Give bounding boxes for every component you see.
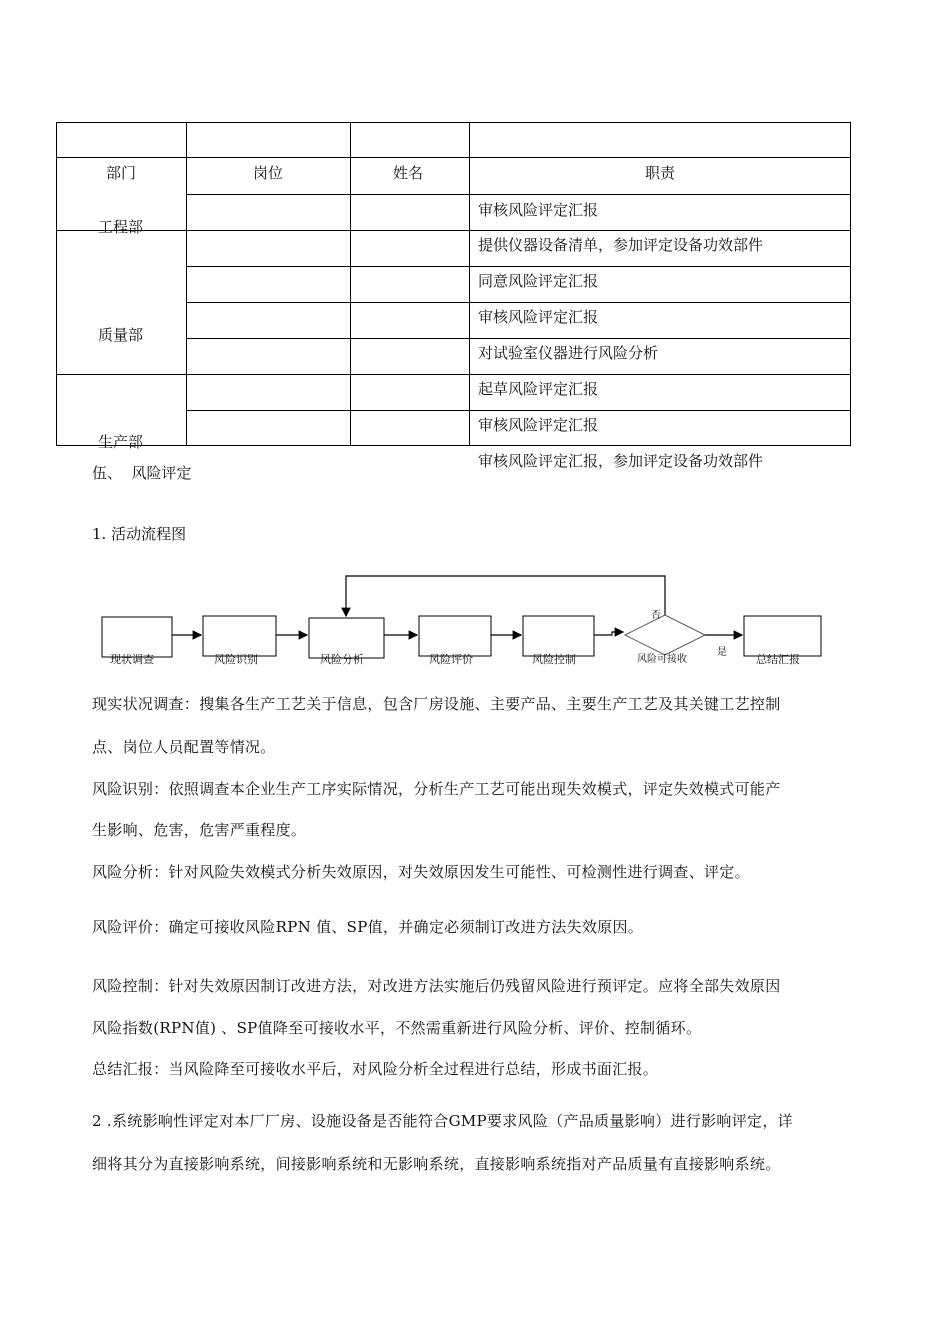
paragraph-line: 风险评价：确定可接收风险RPN 值、SP值，并确定必须制订改进方法失效原因。 (92, 918, 644, 936)
step-label: 风险识别 (214, 653, 258, 666)
table-rule (186, 194, 851, 195)
table-rule (186, 266, 851, 267)
step-label: 风险分析 (320, 653, 364, 666)
dept-quality: 质量部 (98, 326, 144, 344)
step-label: 现状调查 (110, 653, 154, 666)
paragraph-line: 风险识别：依照调查本企业生产工序实际情况，分析生产工艺可能出现失效模式，评定失效模式可能产 (92, 780, 781, 798)
table-border-left (56, 122, 57, 446)
duty-cell: 提供仪器设备清单，参加评定设备功效部件 (478, 236, 764, 254)
paragraph-line: 细将其分为直接影响系统，间接影响系统和无影响系统，直接影响系统指对产品质量有直接影响系统。 (92, 1155, 781, 1173)
table-rule (56, 374, 851, 375)
duty-cell: 审核风险评定汇报 (478, 416, 599, 434)
duty-cell: 审核风险评定汇报，参加评定设备功效部件 (478, 452, 764, 470)
step-label: 风险控制 (532, 653, 576, 666)
step-box (203, 616, 276, 656)
paragraph-line: 风险分析：针对风险失效模式分析失效原因，对失效原因发生可能性、可检测性进行调查、评定。 (92, 863, 750, 881)
duty-cell: 审核风险评定汇报 (478, 201, 599, 219)
header-name: 姓名 (393, 164, 424, 182)
paragraph-line: 生影响、危害，危害严重程度。 (92, 821, 307, 839)
table-rule (186, 338, 851, 339)
table-rule (186, 302, 851, 303)
table-rule (56, 230, 851, 231)
table-border-right (850, 122, 851, 446)
step-label: 风险评价 (429, 653, 473, 666)
end-label: 总结汇报 (756, 653, 800, 666)
duty-cell: 审核风险评定汇报 (478, 308, 599, 326)
table-rule (56, 157, 851, 158)
table-border-top (56, 122, 851, 123)
duty-cell: 对试验室仪器进行风险分析 (478, 344, 659, 362)
table-col-line (469, 122, 470, 446)
header-position: 岗位 (253, 164, 284, 182)
table-col-line (350, 122, 351, 446)
table-rule (186, 410, 851, 411)
step-box (419, 616, 491, 656)
section-heading: 伍、 风险评定 (92, 464, 192, 482)
step-box (523, 616, 594, 656)
paragraph-line: 现实状况调查：搜集各生产工艺关于信息，包含厂房设施、主要产品、主要生产工艺及其关键工艺控制 (92, 695, 781, 713)
dept-engineering: 工程部 (98, 218, 144, 236)
duty-cell: 同意风险评定汇报 (478, 272, 599, 290)
table-border-bottom (56, 445, 851, 446)
dept-production: 生产部 (98, 433, 144, 451)
decision-label: 风险可接收 (637, 654, 687, 665)
yes-label: 是 (717, 647, 727, 658)
table-col-line (186, 122, 187, 446)
header-department: 部门 (106, 164, 137, 182)
paragraph-line: 2 .系统影响性评定对本厂厂房、设施设备是否能符合GMP要求风险（产品质量影响）进行影响评定，详 (92, 1112, 793, 1130)
header-duty: 职责 (645, 164, 676, 182)
decision-diamond (625, 615, 705, 655)
duty-cell: 起草风险评定汇报 (478, 380, 599, 398)
paragraph-line: 总结汇报：当风险降至可接收水平后，对风险分析全过程进行总结，形成书面汇报。 (92, 1060, 659, 1078)
end-box (744, 616, 821, 656)
no-label: 否 (651, 610, 661, 621)
paragraph-line: 风险控制：针对失效原因制订改进方法，对改进方法实施后仍残留风险进行预评定。应将全部失效原因 (92, 977, 781, 995)
flow-heading: 1. 活动流程图 (92, 525, 187, 543)
paragraph-line: 风险指数(RPN值) 、SP值降至可接收水平，不然需重新进行风险分析、评价、控制循环。 (92, 1019, 702, 1037)
paragraph-line: 点、岗位人员配置等情况。 (92, 738, 276, 756)
